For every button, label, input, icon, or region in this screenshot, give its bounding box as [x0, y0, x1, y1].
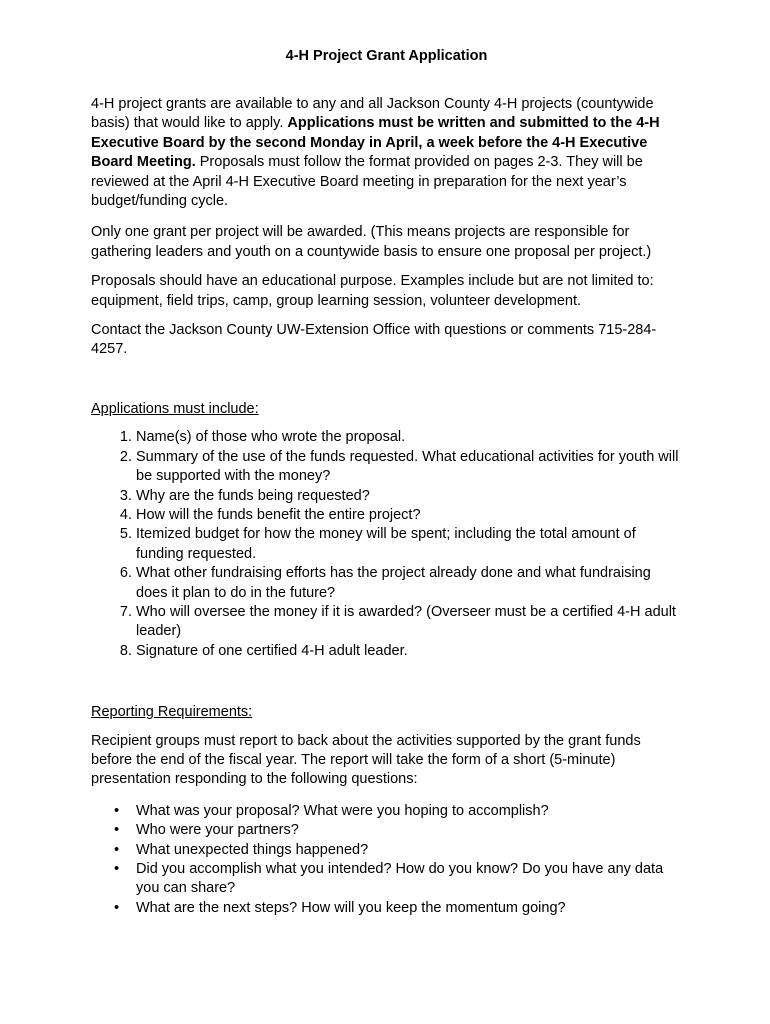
list-item: [114, 802, 682, 821]
question-text: Who were your partners?: [136, 822, 299, 839]
contact-paragraph: Contact the Jackson County UW-Extension Office with questions or comments 715-284-4257.: [91, 322, 657, 358]
question-text: What are the next steps? How will you keep the momentum going?: [136, 899, 566, 916]
list-item: [114, 899, 682, 918]
bullet-icon: •: [114, 899, 120, 916]
list-item: 6. What other fundraising efforts has the project already done and what fundraising does it plan to do in the future?: [136, 564, 682, 603]
bullet-icon: •: [114, 841, 120, 858]
page-title: 4-H Project Grant Application: [285, 48, 488, 64]
question-text: What unexpected things happened?: [136, 841, 369, 858]
reporting-questions-list: [91, 802, 682, 918]
list-item: 7. Who will oversee the money if it is awarded? (Overseer must be a certified 4-H adult leader): [136, 603, 682, 642]
list-item: [114, 821, 682, 840]
list-item: 2. Summary of the use of the funds requested. What educational activities for youth will be supported with the money?: [136, 448, 682, 487]
intro-deadline-bold: Applications must be written and submitted to the 4-H Executive Board by the second Monday in April, a week before the 4-H Executive Board Meeting.: [91, 115, 660, 171]
intro-text-before: 4-H project grants are available to any and all Jackson County 4-H projects (countywide basis) that would like to apply.: [91, 96, 654, 132]
purpose-paragraph: Proposals should have an educational purpose. Examples include but are not limited to: equipment, field trips, camp, group learning session, volunteer development.: [91, 273, 654, 309]
intro-paragraph: [91, 95, 682, 211]
bullet-icon: •: [114, 802, 120, 819]
list-item: 1. Name(s) of those who wrote the proposal.: [136, 428, 682, 447]
list-item: 4. How will the funds benefit the entire project?: [136, 506, 682, 525]
bullet-icon: •: [114, 822, 120, 839]
applications-list: [91, 428, 682, 661]
question-text: What was your proposal? What were you hoping to accomplish?: [136, 802, 549, 819]
intro-text-after: Proposals must follow the format provided on pages 2-3. They will be reviewed at the April 4-H Executive Board meeting in preparation for the next year’s budget/funding cycle.: [91, 154, 643, 210]
bullet-icon: •: [114, 861, 120, 877]
question-text: Did you accomplish what you intended? How do you know? Do you have any data you can share?: [136, 861, 664, 897]
one-grant-paragraph: Only one grant per project will be awarded. (This means projects are responsible for gathering leaders and youth on a countywide basis to ensure one proposal per project.): [91, 224, 652, 260]
list-item: [114, 841, 682, 860]
list-item: 8. Signature of one certified 4-H adult leader.: [136, 642, 682, 661]
list-item: 3. Why are the funds being requested?: [136, 487, 682, 506]
reporting-heading: Reporting Requirements:: [91, 704, 253, 721]
applications-heading: Applications must include:: [91, 400, 259, 417]
list-item: 5. Itemized budget for how the money will be spent; including the total amount of funding requested.: [136, 525, 682, 564]
list-item: [114, 860, 682, 899]
reporting-intro-paragraph: Recipient groups must report to back about the activities supported by the grant funds before the end of the fiscal year. The report will take the form of a short (5-minute) presentation responding to the following questions:: [91, 732, 641, 788]
